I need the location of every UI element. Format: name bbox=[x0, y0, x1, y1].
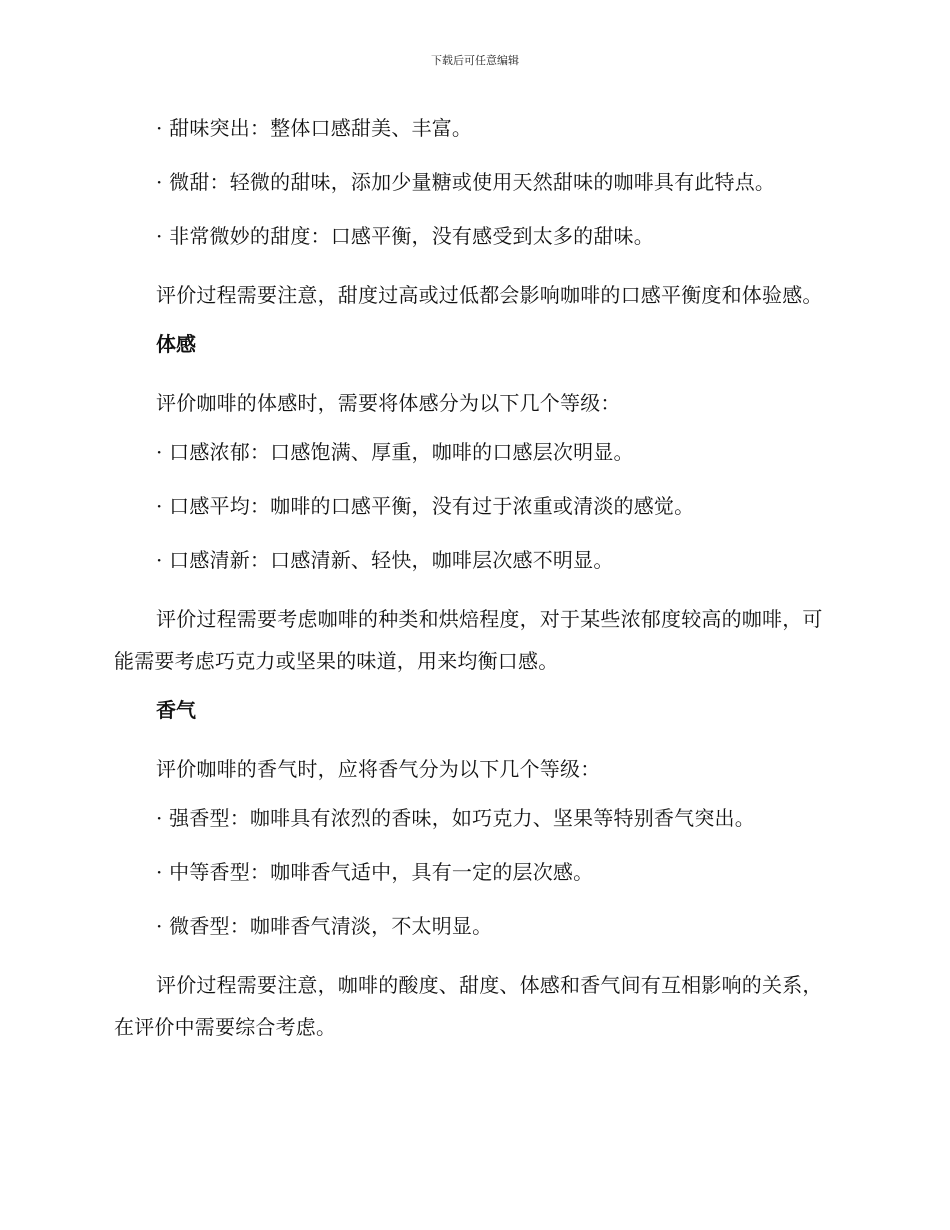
aroma-bullet-2: · 中等香型：咖啡香气适中，具有一定的层次感。 bbox=[156, 860, 594, 884]
aroma-intro: 评价咖啡的香气时，应将香气分为以下几个等级： bbox=[156, 757, 601, 781]
sweetness-bullet-3: · 非常微妙的甜度：口感平衡，没有感受到太多的甜味。 bbox=[156, 224, 654, 248]
body-intro: 评价咖啡的体感时，需要将体感分为以下几个等级： bbox=[156, 391, 621, 415]
sweetness-note: 评价过程需要注意，甜度过高或过低都会影响咖啡的口感平衡度和体验感。 bbox=[156, 283, 823, 307]
body-bullet-3: · 口感清新：口感清新、轻快，咖啡层次感不明显。 bbox=[156, 548, 614, 572]
body-heading: 体感 bbox=[156, 332, 196, 356]
body-note: 评价过程需要考虑咖啡的种类和烘焙程度，对于某些浓郁度较高的咖啡，可能需要考虑巧克力或坚果的味道，用来均衡口感。 bbox=[114, 607, 823, 673]
aroma-heading: 香气 bbox=[156, 698, 196, 722]
body-bullet-1: · 口感浓郁：口感饱满、厚重，咖啡的口感层次明显。 bbox=[156, 440, 634, 464]
body-bullet-2: · 口感平均：咖啡的口感平衡，没有过于浓重或清淡的感觉。 bbox=[156, 494, 695, 518]
sweetness-bullet-2: · 微甜：轻微的甜味，添加少量糖或使用天然甜味的咖啡具有此特点。 bbox=[156, 170, 776, 194]
aroma-bullet-1: · 强香型：咖啡具有浓烈的香味，如巧克力、坚果等特别香气突出。 bbox=[156, 806, 755, 830]
document-body bbox=[114, 112, 836, 1060]
aroma-note: 评价过程需要注意，咖啡的酸度、甜度、体感和香气间有互相影响的关系，在评价中需要综合考虑。 bbox=[114, 973, 823, 1039]
page-header: 下载后可任意编辑 bbox=[431, 54, 519, 67]
sweetness-bullet-1: · 甜味突出：整体口感甜美、丰富。 bbox=[156, 116, 473, 140]
aroma-bullet-3: · 微香型：咖啡香气清淡，不太明显。 bbox=[156, 914, 493, 938]
